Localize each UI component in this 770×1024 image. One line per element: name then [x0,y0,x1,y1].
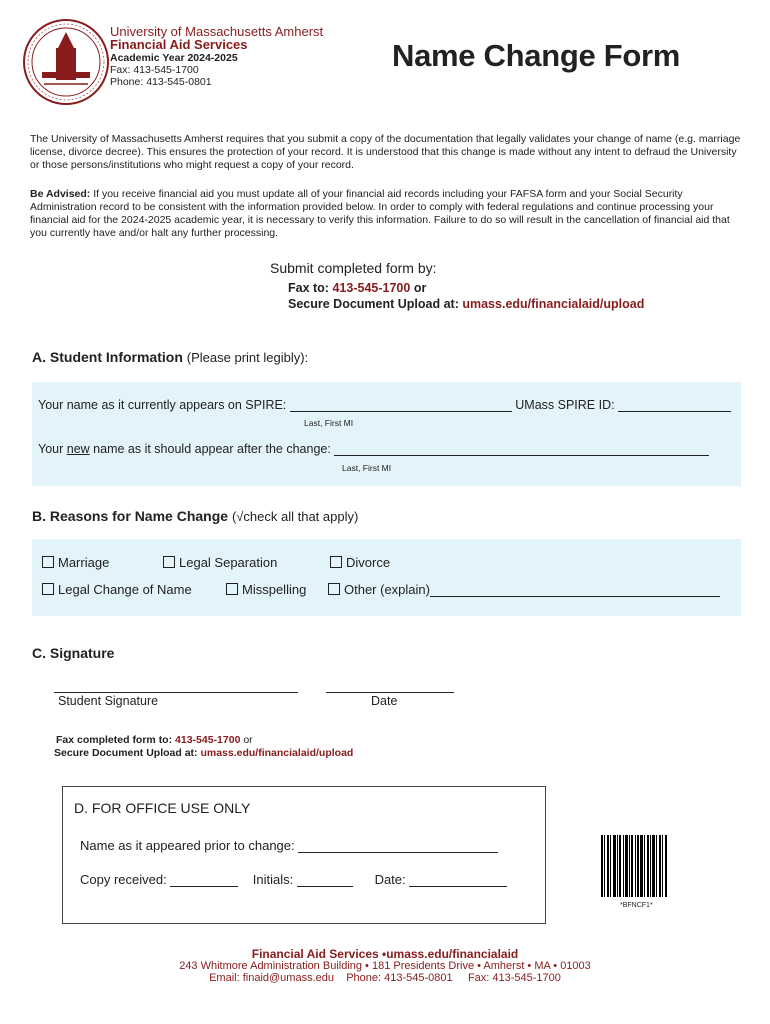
page-title: Name Change Form [392,38,681,73]
checkbox-box[interactable] [163,556,175,568]
fax-number[interactable]: 413-545-1700 [175,734,241,746]
checkbox-legal-change[interactable] [42,582,192,597]
submit-heading: Submit completed form by: [270,260,437,276]
fax-label: Fax completed form to: [56,734,173,746]
upload-link[interactable]: umass.edu/financialaid/upload [200,747,354,759]
checkbox-label: Legal Change of Name [58,582,192,597]
footer-address: 243 Whitmore Administration Building • 181 Presidents Drive • Amherst • MA • 01003 [179,960,591,972]
section-a-title: A. Student Information [32,349,183,365]
copy-received-label: Copy received: [80,872,167,887]
checkbox-label: Other (explain) [344,582,430,597]
current-name-hint: Last, First MI [304,418,354,428]
new-name-prefix: Your [38,442,64,456]
office-date-field[interactable] [409,874,507,887]
office-date-label: Date: [374,872,406,887]
new-name-row [38,442,709,456]
prior-name-field[interactable] [298,840,498,853]
footer-fax: Fax: 413-545-1700 [467,972,561,984]
office-row-2 [80,872,507,887]
checkbox-misspelling[interactable] [226,582,306,597]
checkbox-box[interactable] [42,583,54,595]
upload-label: Secure Document Upload at: [54,747,198,759]
checkbox-box[interactable] [226,583,238,595]
checkbox-label: Misspelling [242,582,307,597]
umass-seal-logo [22,18,110,106]
submit-fax-label: Fax to: [288,281,329,295]
fax-or: or [243,734,253,746]
checkbox-label: Divorce [346,555,391,570]
section-c-title: C. Signature [32,645,115,661]
initials-label: Initials: [252,872,294,887]
date-label: Date [371,694,398,708]
checkbox-box[interactable] [42,556,54,568]
initials-field[interactable] [297,874,353,887]
submit-fax-number[interactable]: 413-545-1700 [332,281,411,295]
other-explain-field[interactable] [430,584,720,597]
advised-text: If you receive financial aid you must update all of your financial aid records including your FAFSA form and your Social Security Administration record to be consistent with the information provided below. In order to comply with federal regulations and continue processing your financial aid for the 2024-2025 academic year, it is necessary to verify this information. Failure to do so will result in the cancellation of financial aid that you currently have and/or halt any further processing. [30,188,730,239]
spire-id-field[interactable] [618,399,731,412]
new-name-hint: Last, First MI [342,463,392,473]
submit-fax-line [288,281,426,295]
office-name: Financial Aid Services [110,37,248,52]
new-name-word: new [66,442,90,456]
student-signature-label: Student Signature [58,694,159,708]
advised-paragraph [30,188,742,240]
advised-label: Be Advised: [30,188,91,200]
section-d-title: D. FOR OFFICE USE ONLY [74,800,251,816]
section-a-heading [32,349,308,365]
checkbox-other[interactable] [328,582,720,597]
section-b-title: B. Reasons for Name Change [32,508,229,524]
fax-line [56,734,253,746]
copy-received-field[interactable] [170,874,238,887]
header-fax: Fax: 413-545-1700 [110,64,199,76]
header-phone: Phone: 413-545-0801 [110,76,212,88]
spire-id-label: UMass SPIRE ID: [515,398,615,412]
checkbox-divorce[interactable] [330,555,390,570]
footer-email[interactable]: Email: finaid@umass.edu [209,972,334,984]
current-name-field[interactable] [290,399,512,412]
checkbox-label: Legal Separation [179,555,278,570]
barcode-text: *BFNCF1* [620,902,653,909]
section-b-heading [32,508,358,524]
prior-name-label: Name as it appeared prior to change: [80,838,295,853]
submit-upload-line [288,297,644,311]
intro-paragraph: The University of Massachusetts Amherst requires that you submit a copy of the documentation that legally validates your change of name (e.g. marriage license, divorce decree). This ensures the protection of your record. It is understood that this change is made without any intent to defraud the University or those persons/institutions who might request a copy of your record. [30,133,741,171]
prior-name-row [80,838,498,853]
submit-upload-label: Secure Document Upload at: [288,297,459,311]
new-name-field[interactable] [334,443,709,456]
section-b-note: (√check all that apply) [231,509,359,524]
date-line[interactable] [326,692,454,693]
university-name: University of Massachusetts Amherst [110,24,324,39]
footer-line1: Financial Aid Services •umass.edu/financialaid [251,947,519,961]
section-a-note: (Please print legibly): [186,350,309,365]
footer-phone: Phone: 413-545-0801 [346,972,453,984]
current-name-row [38,398,731,412]
upload-line [54,747,353,759]
checkbox-box[interactable] [328,583,340,595]
new-name-label: name as it should appear after the change: [93,442,331,456]
submit-or: or [413,281,427,295]
current-name-label: Your name as it currently appears on SPIRE: [38,398,287,412]
checkbox-box[interactable] [330,556,342,568]
submit-upload-link[interactable]: umass.edu/financialaid/upload [462,297,645,311]
section-b-band [32,539,741,616]
barcode [601,835,667,905]
checkbox-label: Marriage [58,555,110,570]
academic-year: Academic Year 2024-2025 [110,52,238,64]
checkbox-legal-separation[interactable] [163,555,277,570]
checkbox-marriage[interactable] [42,555,109,570]
signature-line[interactable] [54,692,298,693]
footer-contact [0,972,770,984]
